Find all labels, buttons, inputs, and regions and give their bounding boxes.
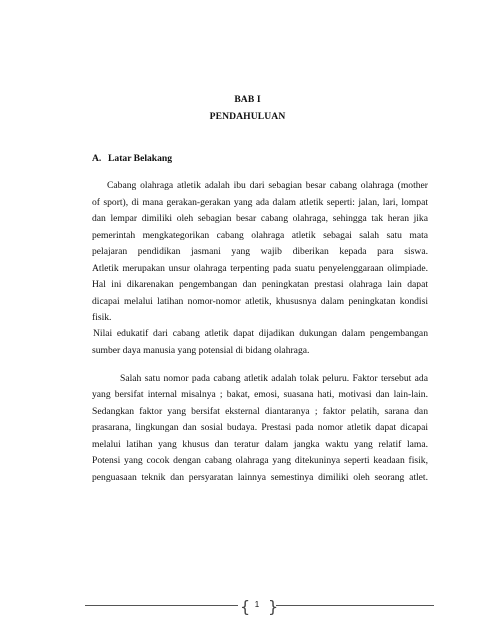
paragraph-line: melalui latihan yang khusus dan teratur dalam jangka waktu yang relatif lama. [92, 439, 428, 450]
paragraph-line: Potensi yang cocok dengan cabang olahraga yang ditekuninya seperti keadaan fisik, [92, 455, 428, 466]
paragraph-line: Atletik merupakan unsur olahraga terpenting pada suatu penyelenggaraan olimpiade. [92, 263, 428, 274]
paragraph-line: pelajaran pendidikan jasmani yang wajib diberikan kepada para siswa. [92, 246, 428, 257]
section-heading [92, 153, 172, 164]
paragraph-line: Nilai edukatif dari cabang atletik dapat dijadikan dukungan dalam pengembangan [93, 328, 428, 339]
chapter-title: PENDAHULUAN [209, 111, 286, 122]
paragraph-line: prasarana, lingkungan dan sosial budaya. Prestasi pada nomor atletik dapat dicapai [92, 422, 428, 433]
paragraph-line: Salah satu nomor pada cabang atletik adalah tolak peluru. Faktor tersebut ada [120, 373, 428, 384]
paragraph-line: dicapai melalui latihan nomor-nomor atletik, khususnya dalam peningkatan kondisi [92, 296, 428, 307]
footer-rule-right [276, 605, 434, 606]
paragraph-line: Sedangkan faktor yang bersifat eksternal diantaranya ; faktor pelatih, sarana dan [92, 406, 428, 417]
paragraph-line: of sport), di mana gerakan-gerakan yang ada dalam atletik seperti: jalan, lari, lompat [92, 197, 428, 208]
paragraph-line: fisik. [92, 312, 112, 323]
paragraph-line: Cabang olahraga atletik adalah ibu dari sebagian besar cabang olahraga (mother [107, 180, 428, 191]
section-number: A. [92, 153, 102, 164]
paragraph-line: Hal ini dikarenakan pengembangan dan peningkatan prestasi olahraga lain dapat [92, 279, 428, 290]
paragraph-line: yang bersifat internal misalnya ; bakat, emosi, suasana hati, motivasi dan lain-lain. [92, 389, 428, 400]
page-number: 1 [254, 600, 260, 609]
paragraph-line: sumber daya manusia yang potensial di bidang olahraga. [92, 345, 310, 356]
paragraph-line: penguasaan teknik dan persyaratan lainnya semestinya dimiliki oleh seorang atlet. [92, 472, 428, 483]
paragraph-line: dan lempar dimiliki oleh sebagian besar cabang olahraga, sehingga tak heran jika [92, 213, 428, 224]
paragraph-line: pemerintah mengkategorikan cabang olahraga atletik sebagai salah satu mata [92, 230, 428, 241]
footer-rule-left [85, 605, 238, 606]
chapter-number: BAB I [234, 94, 261, 105]
left-brace-icon: { [240, 597, 251, 616]
section-title: Latar Belakang [108, 153, 173, 164]
right-brace-icon: } [268, 597, 279, 616]
